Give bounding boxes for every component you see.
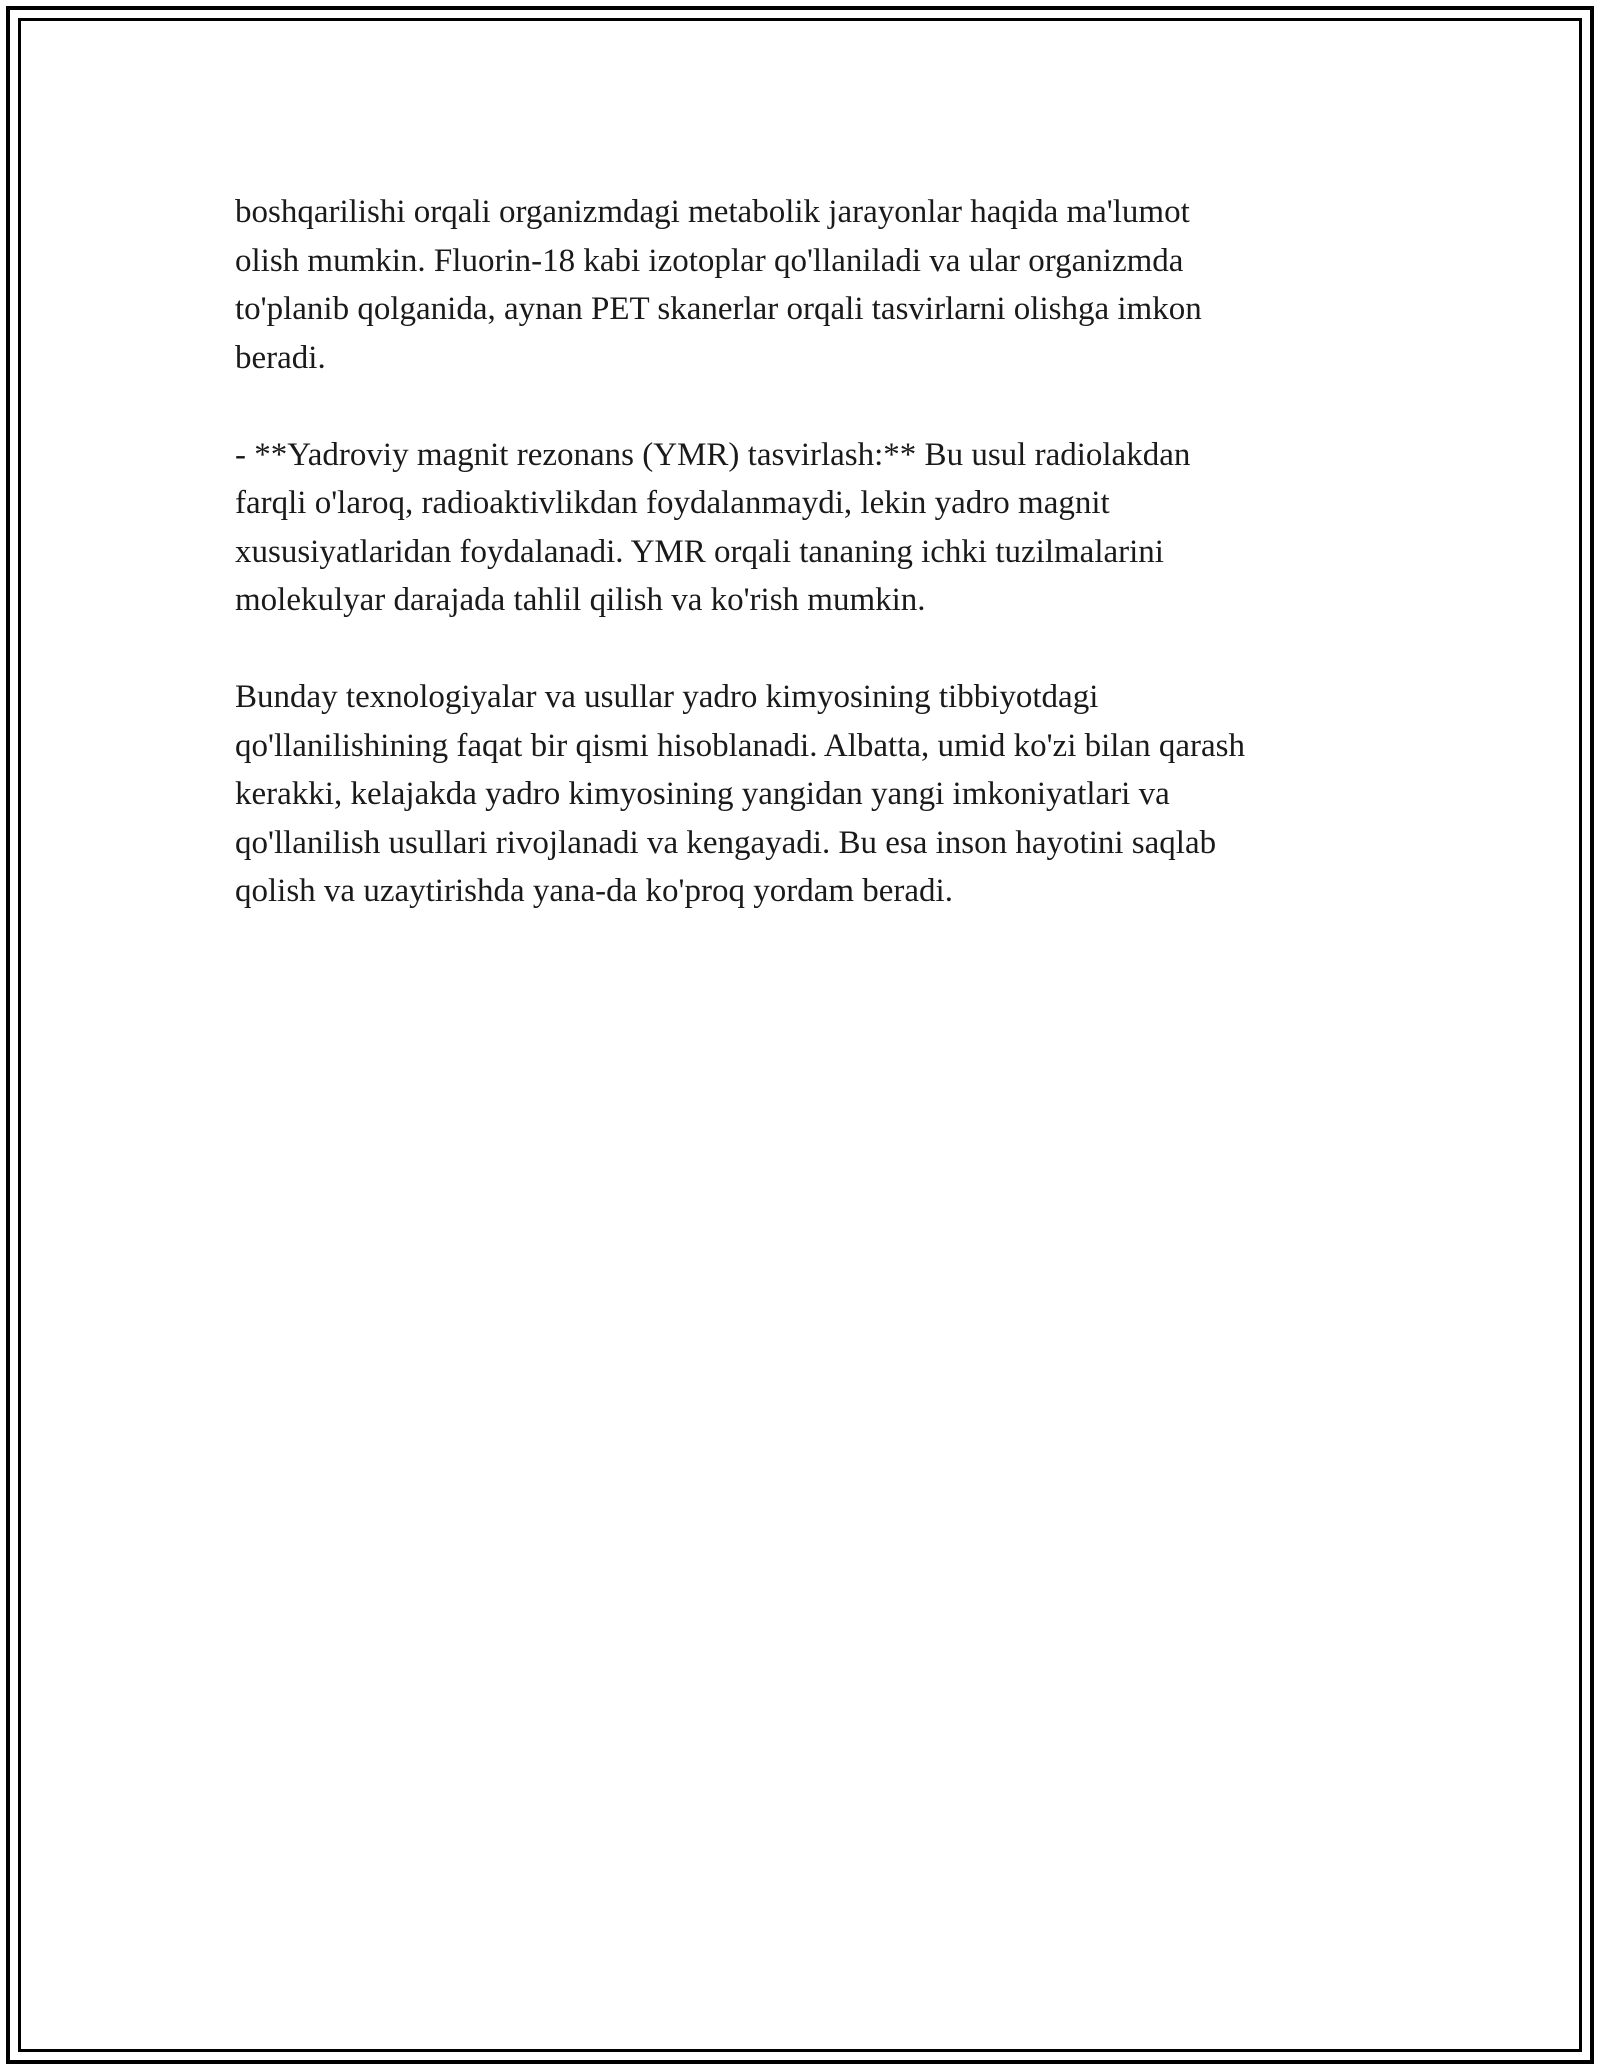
paragraph-pet-imaging: boshqarilishi orqali organizmdagi metabolik jarayonlar haqida ma'lumot olish mumkin. Fluorin-18 kabi izotoplar qo'llaniladi va ular organizmda to'planib qolganida, aynan PET skanerlar orqali tasvirlarni olishga imkon beradi.	[235, 194, 1202, 376]
paragraph-conclusion: Bunday texnologiyalar va usullar yadro kimyosining tibbiyotdagi qo'llanilishining faqat bir qismi hisoblanadi. Albatta, umid ko'zi bilan qarash kerakki, kelajakda yadro kimyosining yangidan yangi imkoniyatlari va qo'llanilish usullari rivojlanadi va kengayadi. Bu esa inson hayotini saqlab qolish va uzaytirishda yana-da ko'proq yordam beradi.	[235, 679, 1245, 909]
paragraph-nmr-imaging: - **Yadroviy magnit rezonans (YMR) tasvirlash:** Bu usul radiolakdan farqli o'laroq, radioaktivlikdan foydalanmaydi, lekin yadro magnit xususiyatlaridan foydalanadi. YMR orqali tananing ichki tuzilmalarini molekulyar darajada tahlil qilish va ko'rish mumkin.	[235, 436, 1191, 618]
document-body	[235, 188, 1405, 916]
